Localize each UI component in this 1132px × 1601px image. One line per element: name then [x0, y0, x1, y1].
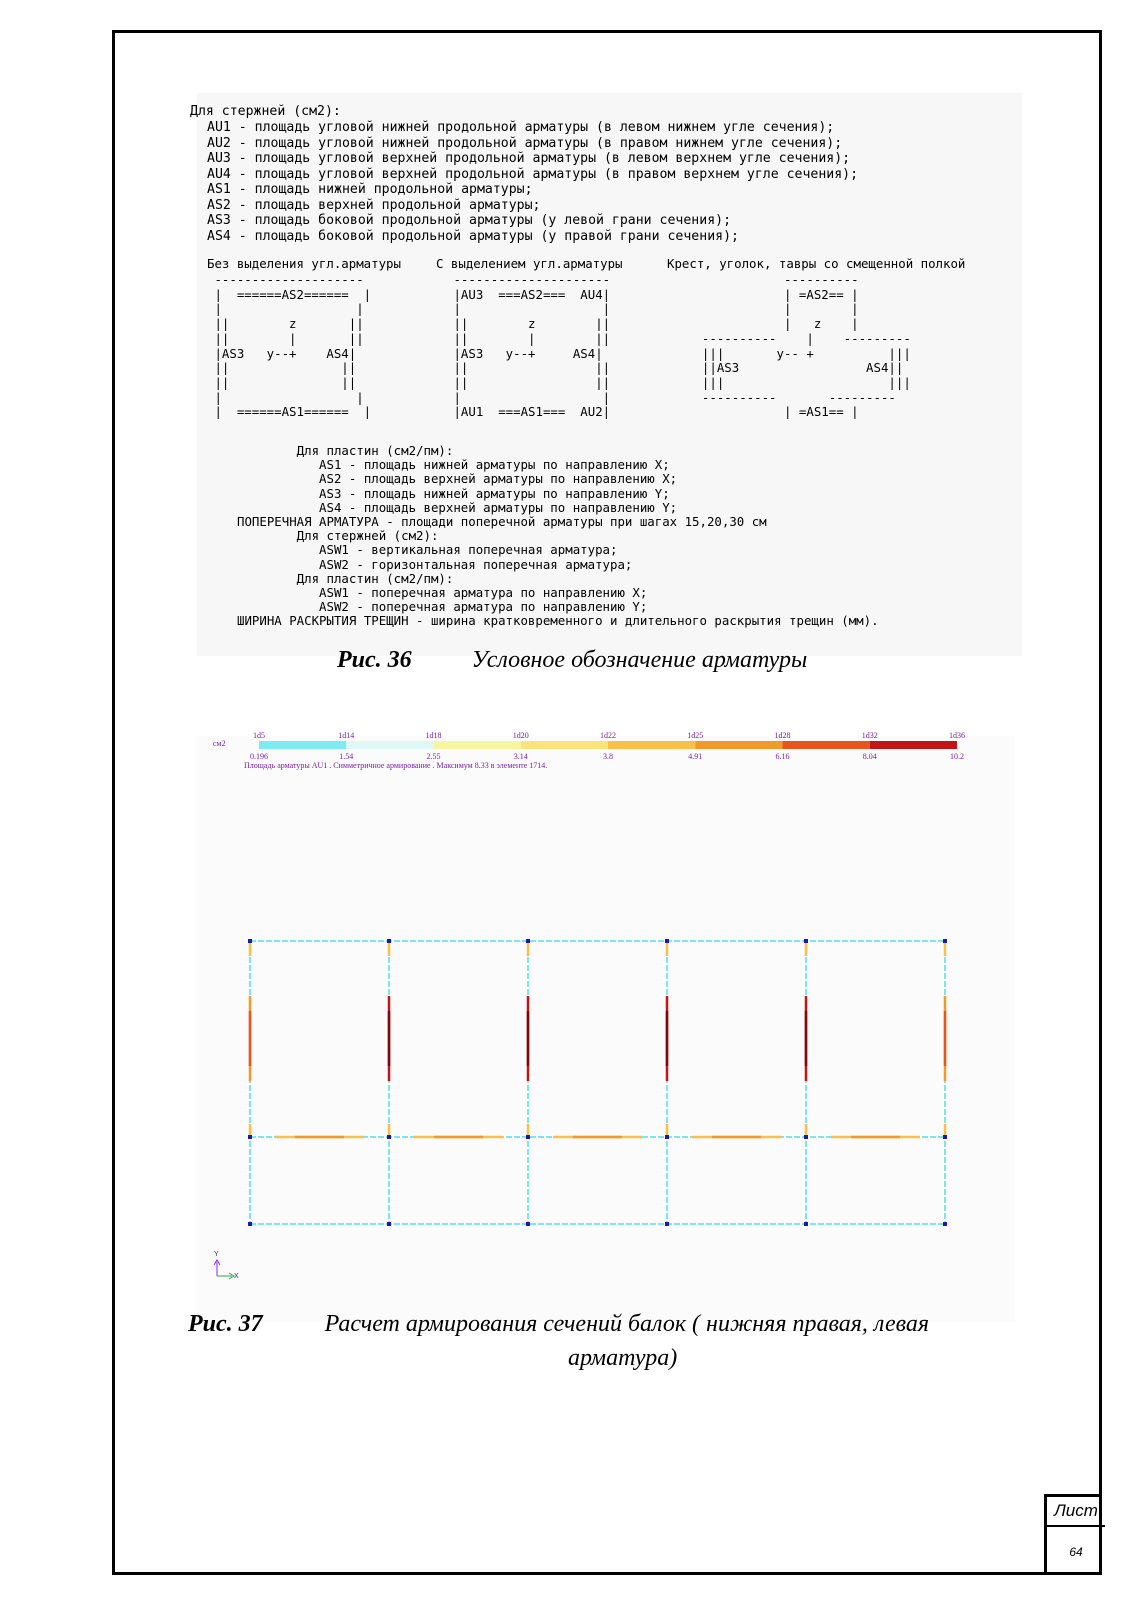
color-legend [250, 731, 965, 761]
legend-bar-label: 1d5 [253, 731, 265, 740]
beam-node [943, 939, 947, 943]
diagram-section-cross: ---------- | =AS2== | | | | z | ---------- | --------- ||| y-- + ||| ||AS3 AS4|| ||| ||| ---------- --------- | =AS1== | [701, 272, 911, 420]
legend-line: ASW1 - вертикальная поперечная арматура; [237, 542, 618, 558]
legend-line: ASW2 - поперечная арматура по направлению Y; [237, 599, 648, 615]
legend-line: AU1 - площадь угловой нижней продольной арматуры (в левом нижнем угле сечения); [207, 120, 835, 135]
legend-line: Для пластин (см2/пм): [237, 570, 454, 586]
legend-swatch [434, 741, 521, 749]
caption-figure-37 [188, 1311, 929, 1338]
legend-bar-value: 2.55 [426, 752, 441, 761]
legend-line: ШИРИНА РАСКРЫТИЯ ТРЕЩИН - ширина кратковременного и длительного раскрытия трещин (мм). [237, 613, 879, 629]
legend-bar-value: 8.04 [862, 752, 877, 761]
caption-text: Условное обозначение арматуры [471, 647, 808, 673]
legend-swatch [608, 741, 695, 749]
legend-bar-value: 1.54 [339, 752, 354, 761]
legend-line: AS2 - площадь верхней арматуры по направлению X; [237, 471, 678, 487]
beam-node [526, 939, 530, 943]
legend-line: ASW2 - горизонтальная поперечная арматура; [237, 556, 633, 572]
legend-bar-label: 1d14 [338, 731, 355, 740]
beam-node [943, 1135, 947, 1139]
beam-node [665, 1135, 669, 1139]
legend-swatch [521, 741, 608, 749]
reinforcement-plot [197, 731, 1015, 1322]
diagram-title-left: Без выделения угл.арматуры [207, 256, 401, 271]
rods-header: Для стержней (см2): [190, 104, 341, 119]
figure-37-reinforcement [197, 731, 1015, 1322]
legend-line: AS2 - площадь верхней продольной арматуры; [207, 197, 541, 213]
beam-node [804, 939, 808, 943]
beam-node [526, 1222, 530, 1226]
diagram-title-middle: С выделением угл.арматуры [436, 256, 623, 271]
legend-bar-label: 1d22 [600, 731, 616, 740]
legend-swatch [346, 741, 433, 749]
beam-node [387, 1222, 391, 1226]
legend-line: AU2 - площадь угловой нижней продольной арматуры (в правом нижнем угле сечения); [207, 135, 843, 151]
beam-node [526, 1135, 530, 1139]
legend-line: ASW1 - поперечная арматура по направлению X; [237, 585, 648, 600]
sheet-number: 64 [1069, 1545, 1083, 1559]
sheet-number-box [1044, 1494, 1102, 1575]
legend-line: AS1 - площадь нижней арматуры по направлению X; [237, 457, 670, 473]
legend-line: AU3 - площадь угловой верхней продольной арматуры (в левом верхнем угле сечения); [207, 151, 851, 166]
figure-36-notation [190, 93, 1022, 656]
axis-triad [214, 1251, 239, 1280]
legend-bar-value: 0.196 [250, 752, 268, 761]
caption-label: Рис. 36 [337, 647, 412, 673]
legend-line: AU4 - площадь угловой верхней продольной арматуры (в правом верхнем угле сечения); [207, 166, 859, 182]
legend-line: AS4 - площадь боковой продольной арматуры (у правой грани сечения); [207, 228, 739, 244]
legend-bar-value: 10.2 [950, 752, 964, 761]
result-note: Площадь арматуры AU1 . Симметричное армирование . Максимум 8.33 в элементе 1714. [244, 761, 548, 770]
legend-bar-label: 1d32 [861, 731, 878, 740]
legend-swatch [695, 741, 782, 749]
beam-node [804, 1135, 808, 1139]
beam-node [248, 1135, 252, 1139]
legend-bar-label: 1d28 [774, 731, 791, 740]
beam-node [665, 939, 669, 943]
legend-line: AS3 - площадь нижней арматуры по направлению Y; [237, 485, 670, 501]
beam-node [943, 1222, 947, 1226]
legend-bar-value: 4.91 [688, 752, 703, 761]
legend-bar-label: 1d36 [949, 731, 965, 740]
legend-line: Для пластин (см2/пм): [237, 443, 454, 458]
legend-bar-value: 3.8 [603, 752, 613, 761]
diagram-title-right: Крест, уголок, тавры со смещенной полкой [667, 256, 966, 271]
legend-bar-label: 1d18 [425, 731, 442, 740]
legend-line: ПОПЕРЕЧНАЯ АРМАТУРА - площади поперечной арматуры при шагах 15,20,30 см [237, 514, 767, 529]
diagram-section-plain: -------------------- | ======AS2====== | | | || z || || | || |AS3 y--+ AS4| || || || || | | | ======AS1====== | [214, 272, 372, 420]
beam-node [665, 1222, 669, 1226]
axis-x-label: X [234, 1273, 239, 1280]
legend-bar-label: 1d25 [687, 731, 704, 740]
legend-line: AS3 - площадь боковой продольной арматуры (у левой грани сечения); [207, 213, 732, 228]
legend-bar-value: 3.14 [513, 752, 528, 761]
legend-swatch [259, 741, 346, 749]
beam-node [387, 1135, 391, 1139]
beam-node [387, 939, 391, 943]
caption-figure-36 [337, 647, 807, 674]
axis-y-label: Y [214, 1251, 219, 1258]
beam-node [248, 939, 252, 943]
unit-label: см2 [213, 739, 226, 748]
caption-label: Рис. 37 [188, 1311, 263, 1337]
diagram-section-corner: --------------------- |AU3 ===AS2=== AU4| | | || z || || | || |AS3 y--+ AS4| || || || || | | |AU1 ===AS1=== AU2| [453, 272, 611, 420]
caption-text-line1: Расчет армирования сечений балок ( нижняя правая, левая [324, 1311, 930, 1337]
legend-swatch [783, 741, 870, 749]
beam-grid [248, 939, 947, 1226]
legend-line: Для стержней (см2): [237, 528, 439, 544]
legend-line: AS4 - площадь верхней арматуры по направлению Y; [237, 499, 678, 515]
beam-node [804, 1222, 808, 1226]
beam-node [248, 1222, 252, 1226]
legend-line: AS1 - площадь нижней продольной арматуры; [207, 182, 533, 197]
legend-swatch [870, 741, 957, 749]
sheet-label: Лист [1047, 1497, 1105, 1527]
legend-bar-label: 1d20 [512, 731, 529, 740]
legend-bar-value: 6.16 [775, 752, 790, 761]
caption-figure-37-line2: арматура) [568, 1345, 678, 1371]
